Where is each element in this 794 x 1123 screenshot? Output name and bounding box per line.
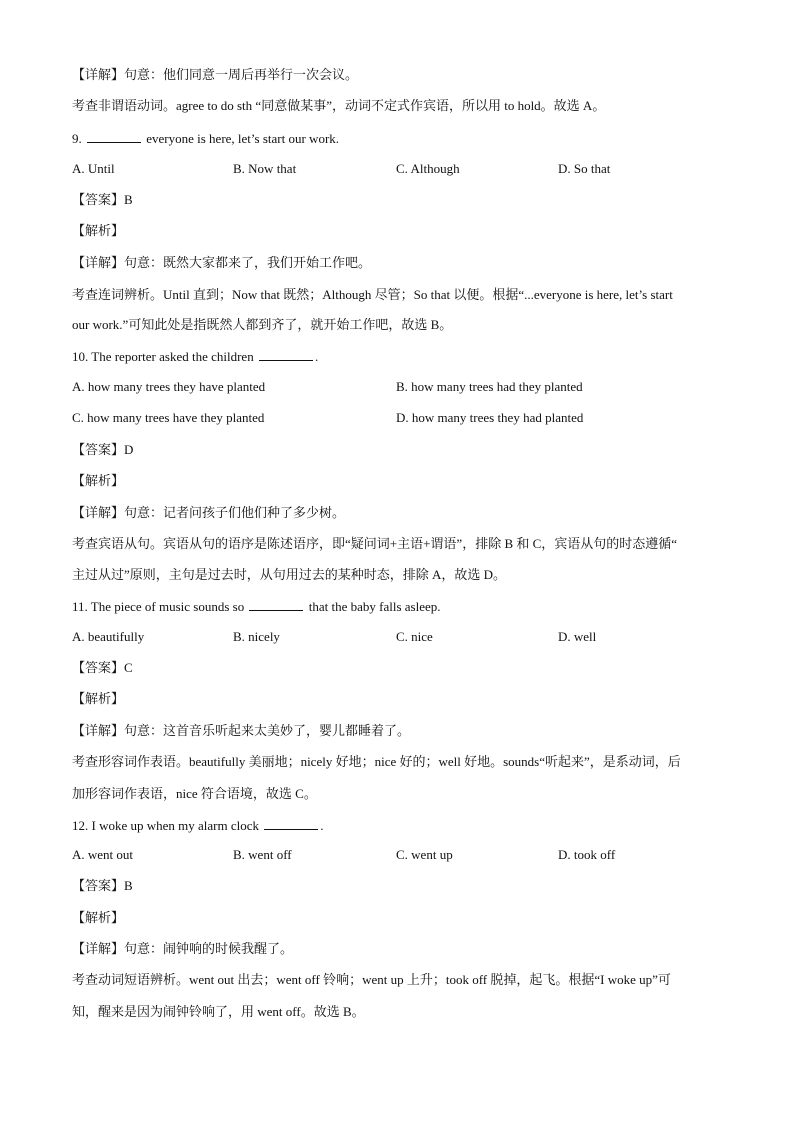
- q10-option-d: D. how many trees they had planted: [396, 410, 584, 425]
- q9-number: 9.: [72, 131, 82, 146]
- q12-stem-end: .: [320, 818, 324, 833]
- q11-detail: 【详解】句意：这首音乐听起来太美妙了，婴儿都睡着了。: [72, 723, 411, 738]
- q10-stem-text: 10. The reporter asked the children: [72, 349, 254, 364]
- q12-stem: [72, 816, 324, 834]
- q9-analysis-1: 考查连词辨析。Until 直到；Now that 既然；Although 尽管；So that 以便。根据“...everyone is here, let’s start: [72, 287, 673, 302]
- q12-stem-text: 12. I woke up when my alarm clock: [72, 818, 260, 833]
- q8-analysis: 考查非谓语动词。agree to do sth “同意做某事”，动词不定式作宾语，所以用 to hold。故选 A。: [72, 98, 606, 113]
- q12-option-d: D. took off: [558, 847, 616, 862]
- q12-analysis-2: 知，醒来是因为闹钟铃响了，用 went off。故选 B。: [72, 1004, 365, 1019]
- q11-stem-end: that the baby falls asleep.: [308, 599, 441, 614]
- q12-jiexi: 【解析】: [72, 910, 125, 925]
- q10-analysis-2: 主过从过”原则，主句是过去时，从句用过去的某种时态，排除 A，故选 D。: [72, 567, 507, 582]
- q8-detail: 【详解】句意：他们同意一周后再举行一次会议。: [72, 67, 359, 82]
- q11-answer: 【答案】C: [72, 660, 133, 675]
- q11-stem-text: 11. The piece of music sounds so: [72, 599, 245, 614]
- q11-option-a: A. beautifully: [72, 629, 145, 644]
- q12-detail: 【详解】句意：闹钟响的时候我醒了。: [72, 941, 294, 956]
- q12-answer: 【答案】B: [72, 878, 133, 893]
- answer-blank: [249, 597, 303, 611]
- q12-option-a: A. went out: [72, 847, 134, 862]
- q9-stem-text: everyone is here, let’s start our work.: [146, 131, 340, 146]
- q11-option-c: C. nice: [396, 629, 433, 644]
- q9-analysis-2: our work.”可知此处是指既然人都到齐了，就开始工作吧，故选 B。: [72, 317, 453, 332]
- q12-option-b: B. went off: [233, 847, 292, 862]
- q9-option-c: C. Although: [396, 161, 460, 176]
- answer-blank: [87, 129, 141, 143]
- q10-stem-end: .: [314, 349, 319, 364]
- q11-option-d: D. well: [558, 629, 597, 644]
- q9-answer: 【答案】B: [72, 192, 133, 207]
- q11-stem: [72, 597, 441, 615]
- q9-stem: [72, 129, 339, 147]
- answer-blank: [264, 816, 318, 830]
- q10-stem: [72, 347, 318, 365]
- q9-detail: 【详解】句意：既然大家都来了，我们开始工作吧。: [72, 255, 372, 270]
- q10-answer: 【答案】D: [72, 442, 134, 457]
- answer-blank: [259, 347, 313, 361]
- q10-jiexi: 【解析】: [72, 473, 125, 488]
- q9-option-b: B. Now that: [233, 161, 297, 176]
- q11-option-b: B. nicely: [233, 629, 280, 644]
- q10-detail: 【详解】句意：记者问孩子们他们种了多少树。: [72, 505, 346, 520]
- q10-analysis-1: 考查宾语从句。宾语从句的语序是陈述语序，即“疑问词+主语+谓语”，排除 B 和 C，宾语从句的时态遵循“: [72, 536, 678, 551]
- q10-option-a: A. how many trees they have planted: [72, 379, 266, 394]
- q12-analysis-1: 考查动词短语辨析。went out 出去；went off 铃响；went up 上升；took off 脱掉，起飞。根据“I woke up”可: [72, 972, 671, 987]
- q10-option-b: B. how many trees had they planted: [396, 379, 583, 394]
- q11-jiexi: 【解析】: [72, 691, 125, 706]
- q9-option-a: A. Until: [72, 161, 115, 176]
- q10-option-c: C. how many trees have they planted: [72, 410, 265, 425]
- q11-analysis-1: 考查形容词作表语。beautifully 美丽地；nicely 好地；nice 好的；well 好地。sounds“听起来”，是系动词，后: [72, 754, 681, 769]
- q9-jiexi: 【解析】: [72, 223, 125, 238]
- q9-option-d: D. So that: [558, 161, 611, 176]
- q11-analysis-2: 加形容词作表语，nice 符合语境，故选 C。: [72, 786, 317, 801]
- q12-option-c: C. went up: [396, 847, 453, 862]
